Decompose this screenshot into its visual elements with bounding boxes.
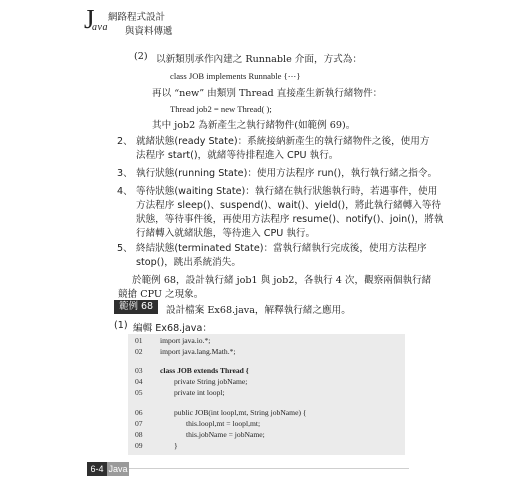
item2-line-b: 再以 “new” 由類別 Thread 直接產生新執行緒物件： bbox=[152, 88, 383, 99]
code-line-number: 08 bbox=[135, 430, 143, 439]
code-line-number: 07 bbox=[135, 419, 143, 428]
example-badge: 範例 68 bbox=[114, 300, 158, 314]
code-line-text: this.loopl,mt = loopl,mt; bbox=[186, 419, 261, 428]
header-title-line1: 網路程式設計 bbox=[108, 12, 166, 23]
para-line2: 競搶 CPU 之現象。 bbox=[118, 289, 204, 300]
state4-line1: 等待狀態(waiting State)：執行緒在執行狀態執行時，若遇事件，使用 bbox=[136, 186, 438, 197]
state5-num: 5、 bbox=[117, 243, 133, 254]
code-line-text: private int loopl; bbox=[174, 388, 225, 397]
state5-line2: stop()，跳出系統消失。 bbox=[136, 257, 241, 268]
state2-num: 2、 bbox=[117, 136, 133, 147]
code-line-number: 05 bbox=[135, 388, 143, 397]
header-logo-rest: ava bbox=[92, 22, 108, 33]
state4-num: 4、 bbox=[117, 186, 133, 197]
para-line1: 於範例 68，設計執行緒 job1 與 job2，各執行 4 次，觀察兩個執行緒 bbox=[132, 275, 432, 286]
step-label: (1) bbox=[114, 320, 128, 331]
state3-line1: 執行狀態(running State)：使用方法程序 run()，執行執行緒之指令。 bbox=[136, 168, 438, 179]
code-line-text: } bbox=[174, 441, 178, 450]
header-title-line2: 與資料傳遞 bbox=[125, 26, 173, 37]
header-logo-letter: J bbox=[84, 4, 95, 34]
item2-code1: class JOB implements Runnable {⋯} bbox=[170, 71, 301, 81]
state4-line4: 行緒轉入就緒狀態，等待進入 CPU 執行。 bbox=[136, 228, 316, 239]
code-line-number: 02 bbox=[135, 347, 143, 356]
state2-line2: 法程序 start()，就緒等待排程進入 CPU 執行。 bbox=[136, 150, 339, 161]
footer-page-number: 6-4 bbox=[87, 462, 107, 476]
item2-line-c: 其中 job2 為新產生之執行緒物件(如範例 69)。 bbox=[152, 120, 356, 131]
item2-label: (2) bbox=[134, 51, 148, 62]
item2-code2: Thread job2 = new Thread( ); bbox=[170, 104, 272, 114]
code-line-number: 04 bbox=[135, 377, 143, 386]
step-text: 編輯 Ex68.java： bbox=[133, 323, 212, 334]
code-line-number: 01 bbox=[135, 336, 143, 345]
state3-num: 3、 bbox=[117, 168, 133, 179]
code-line-text: this.jobName = jobName; bbox=[186, 430, 265, 439]
code-line-number: 09 bbox=[135, 441, 143, 450]
code-line-number: 03 bbox=[135, 366, 143, 375]
code-line-text: class JOB extends Thread { bbox=[160, 366, 249, 375]
code-line-number: 06 bbox=[135, 408, 143, 417]
code-line-text: import java.io.*; bbox=[160, 336, 211, 345]
code-line-text: private String jobName; bbox=[174, 377, 248, 386]
footer-book-title: Java bbox=[108, 464, 128, 474]
code-line-text: public JOB(int loopl,mt, String jobName) { bbox=[174, 408, 307, 417]
example-text: 設計檔案 Ex68.java，解釋執行緒之應用。 bbox=[166, 305, 351, 316]
state2-line1: 就緒狀態(ready State)：系統接納新產生的執行緒物件之後，使用方 bbox=[136, 136, 430, 147]
state4-line3: 狀態，等待事件後，再使用方法程序 resume()、notify()、join()，將執 bbox=[136, 214, 444, 225]
code-line-text: import java.lang.Math.*; bbox=[160, 347, 236, 356]
state4-line2: 方法程序 sleep()、suspend()、wait()、yield()，將此執行緒轉入等待 bbox=[136, 200, 442, 211]
item2-text: 以新類別承作內建之 Runnable 介面，方式為： bbox=[156, 54, 362, 65]
footer-rule bbox=[129, 468, 409, 469]
state5-line1: 終結狀態(terminated State)：當執行緒執行完成後，使用方法程序 bbox=[136, 243, 427, 254]
